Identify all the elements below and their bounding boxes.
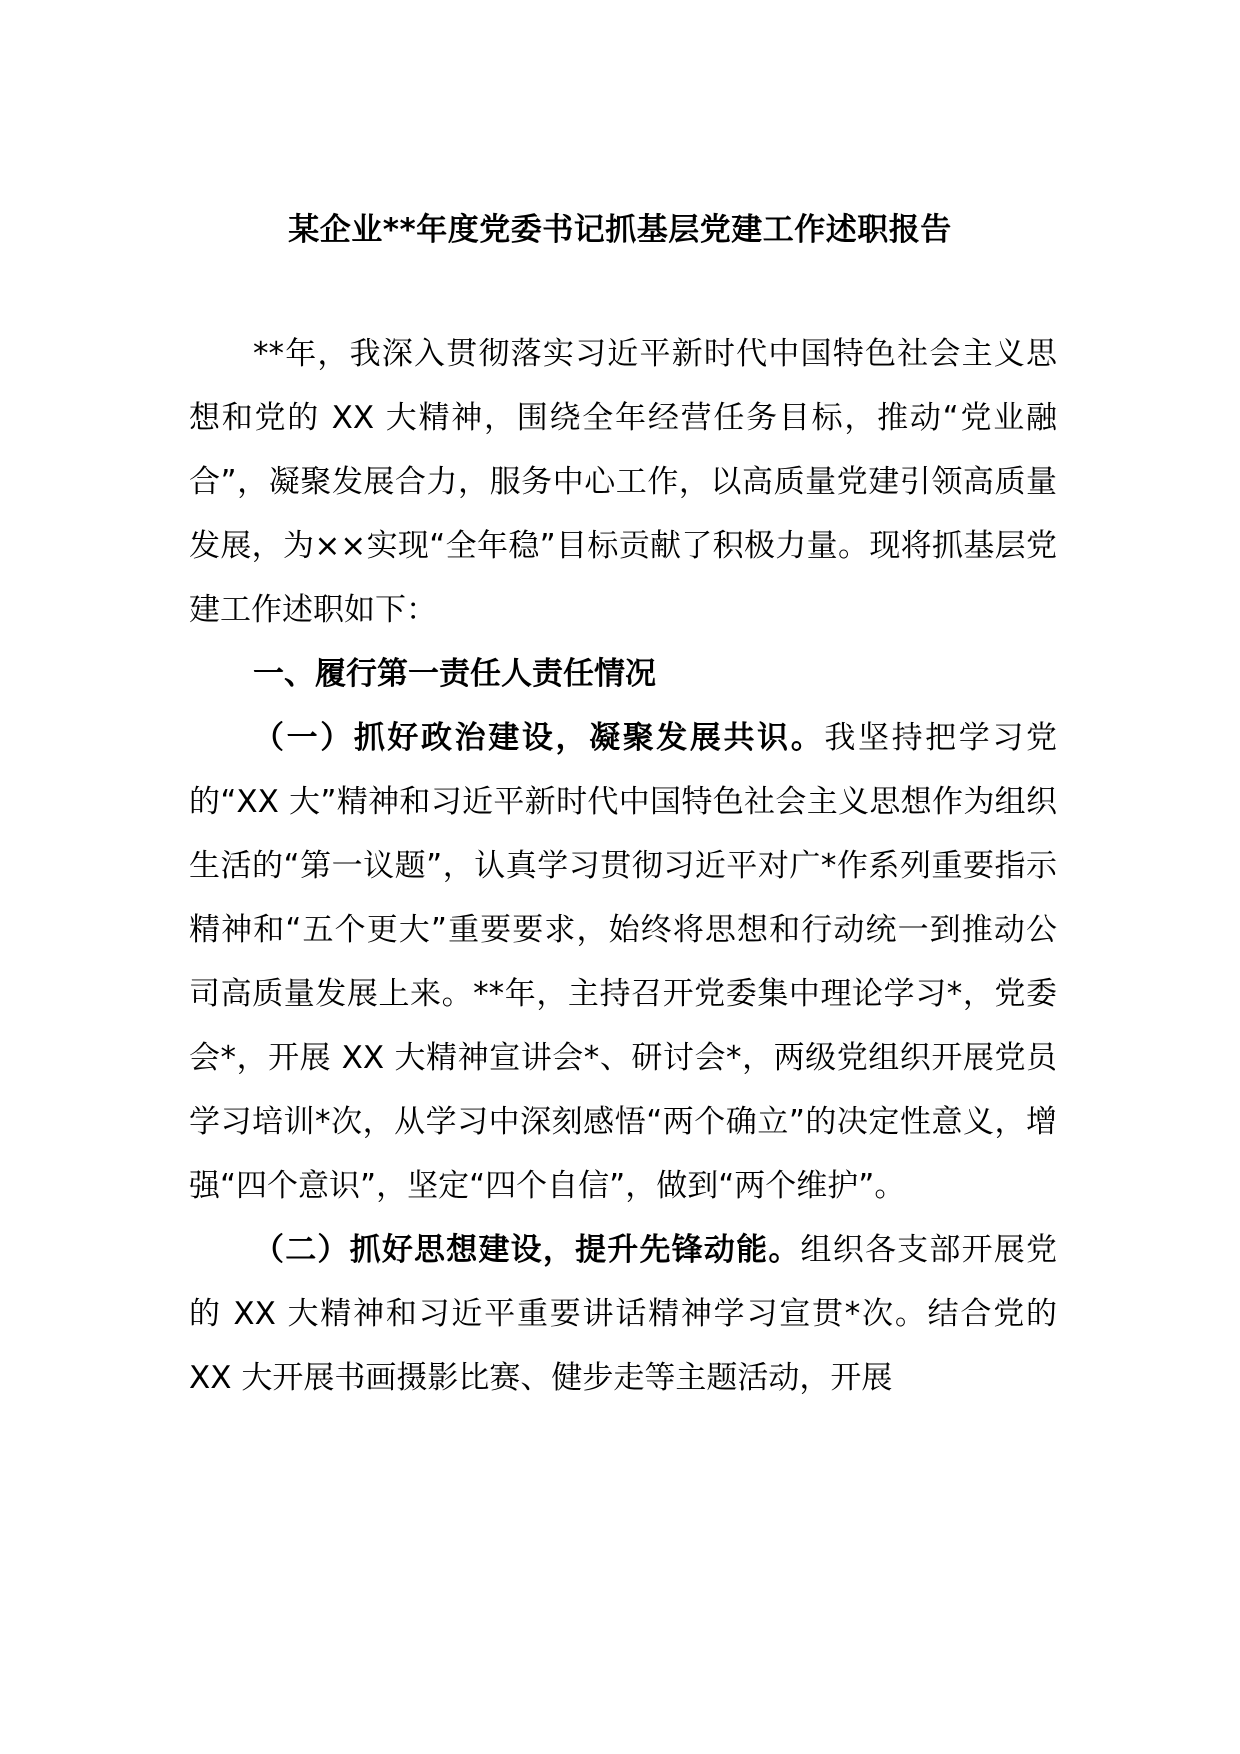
item-text-2: 组织各支部开展党的 XX 大精神和习近平重要讲话精神学习宣贯*次。结合党的 XX 大开展书画摄影比赛、健步走等主题活动，开展 <box>189 1232 1058 1396</box>
document-body <box>189 322 1057 1410</box>
item-lead-2: （二）抓好思想建设，提升先锋动能。 <box>253 1232 801 1268</box>
section-heading-1: 一、履行第一责任人责任情况 <box>253 656 656 692</box>
item-paragraph-1 <box>189 706 1057 1218</box>
document-title: 某企业**年度党委书记抓基层党建工作述职报告 <box>288 212 952 248</box>
item-paragraph-2 <box>189 1218 1057 1410</box>
item-text-1: 我坚持把学习党的“XX 大”精神和习近平新时代中国特色社会主义思想作为组织生活的“第一议题”，认真学习贯彻习近平对广*作系列重要指示精神和“五个更大”重要要求，始终将思想和行动统一到推动公司高质量发展上来。**年，主持召开党委集中理论学习*，党委会*，开展 XX 大精神宣讲会*、研讨会*，两级党组织开展党员学习培训*次，从学习中深刻感悟“两个确立”的决定性意义，增强“四个意识”，坚定“四个自信”，做到“两个维护”。 <box>189 720 1058 1204</box>
item-lead-1: （一）抓好政治建设，凝聚发展共识。 <box>253 720 825 756</box>
intro-paragraph: **年，我深入贯彻落实习近平新时代中国特色社会主义思想和党的 XX 大精神，围绕全年经营任务目标，推动“党业融合”，凝聚发展合力，服务中心工作，以高质量党建引领高质量发展，为××实现“全年稳”目标贡献了积极力量。现将抓基层党建工作述职如下： <box>189 336 1057 628</box>
